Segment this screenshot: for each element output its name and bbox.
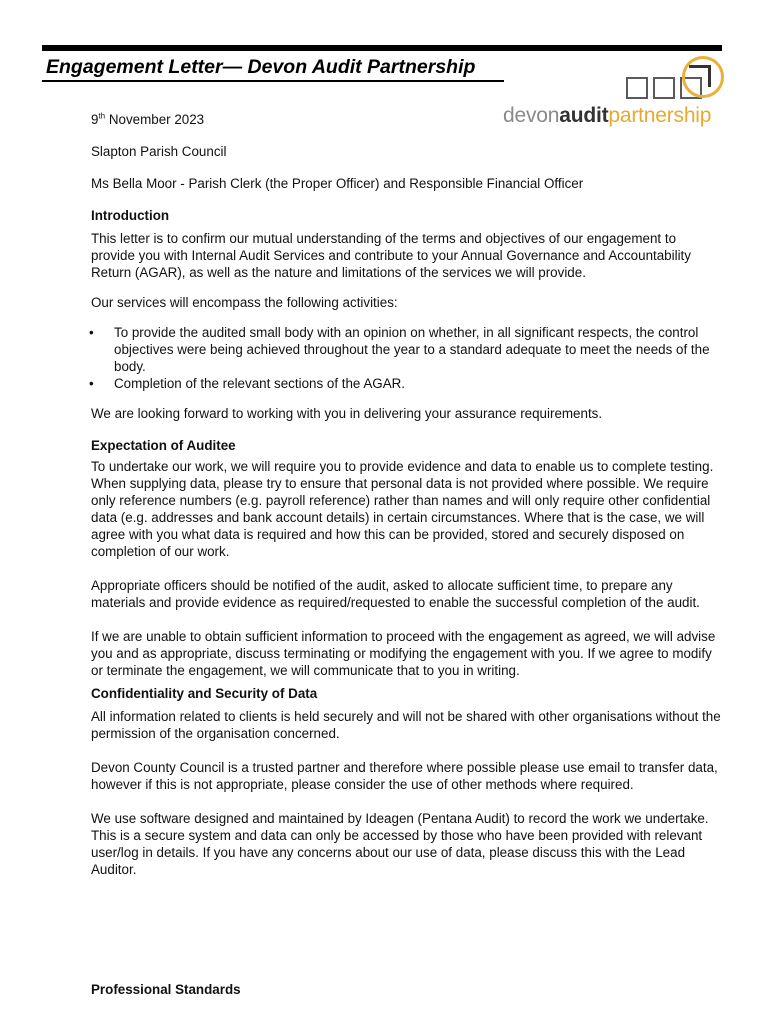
introduction-heading: Introduction bbox=[91, 208, 170, 223]
letter-date bbox=[91, 111, 723, 128]
letter-body bbox=[91, 111, 723, 878]
confidentiality-paragraph-2: Devon County Council is a trusted partner and therefore where possible please use email to transfer data, however if this is not appropriate, please consider the use of other methods where required. bbox=[91, 760, 718, 792]
top-rule bbox=[42, 45, 722, 51]
confidentiality-paragraph-1: All information related to clients is held securely and will not be shared with other organisations without the permission of the organisation concerned. bbox=[91, 709, 721, 741]
confidentiality-heading: Confidentiality and Security of Data bbox=[91, 686, 318, 701]
date-suffix: th bbox=[98, 111, 106, 121]
list-item: • Completion of the relevant sections of the AGAR. bbox=[91, 375, 723, 392]
introduction-paragraph-1: This letter is to confirm our mutual understanding of the terms and objectives of our engagement to provide you with Internal Audit Services and contribute to your Annual Governance and Accountability Return (AGAR), as well as the nature and limitations of the services we will provide. bbox=[91, 231, 691, 280]
letter-recipient: Slapton Parish Council bbox=[91, 144, 227, 159]
logo-word-partnership: partnership bbox=[608, 104, 712, 127]
expectation-paragraph-1: To undertake our work, we will require you to provide evidence and data to enable us to complete testing. When supplying data, please try to ensure that personal data is not provided where possible. We require only reference numbers (e.g. payroll reference) rather than names and will only require other confidential data (e.g. addresses and bank account details) in certain circumstances. Where that is the case, we will agree with you what data is required and how this can be provided, stored and securely disposed on completion of our work. bbox=[91, 459, 714, 559]
services-list bbox=[91, 324, 723, 392]
introduction-paragraph-3: We are looking forward to working with you in delivering your assurance requirements. bbox=[91, 406, 603, 421]
title-underline bbox=[42, 80, 504, 82]
letter-attention: Ms Bella Moor - Parish Clerk (the Proper Officer) and Responsible Financial Officer bbox=[91, 176, 584, 191]
logo-word-devon: devon bbox=[503, 104, 560, 127]
logo-word-audit: audit bbox=[559, 104, 609, 127]
expectation-heading: Expectation of Auditee bbox=[91, 438, 236, 453]
introduction-paragraph-2: Our services will encompass the following activities: bbox=[91, 295, 398, 310]
expectation-paragraph-2: Appropriate officers should be notified of the audit, asked to allocate sufficient time, to prepare any materials and provide evidence as required/requested to enable the successful completion of the audit. bbox=[91, 578, 700, 610]
confidentiality-paragraph-3: We use software designed and maintained by Ideagen (Pentana Audit) to record the work we undertake. This is a secure system and data can only be accessed by those who have been provided with relevant user/log in details. If you have any concerns about our use of data, please discuss this with the Lead Auditor. bbox=[91, 811, 709, 877]
page-title: Engagement Letter— Devon Audit Partnership bbox=[46, 56, 476, 78]
logo-square-1 bbox=[626, 77, 648, 99]
logo-square-2 bbox=[653, 77, 675, 99]
list-item: • To provide the audited small body with an opinion on whether, in all significant respects, the control objectives were being achieved throughout the year to a standard adequate to meet the needs of the body. bbox=[91, 324, 723, 375]
expectation-paragraph-3: If we are unable to obtain sufficient information to proceed with the engagement as agreed, we will advise you and as appropriate, discuss terminating or modifying the engagement with you. If we agree to modify or terminate the engagement, we will communicate that to you in writing. bbox=[91, 629, 716, 678]
logo-corner-icon bbox=[689, 65, 711, 87]
date-day: 9 bbox=[91, 112, 99, 127]
date-month-year: November 2023 bbox=[105, 112, 205, 127]
professional-standards-heading: Professional Standards bbox=[91, 982, 241, 997]
